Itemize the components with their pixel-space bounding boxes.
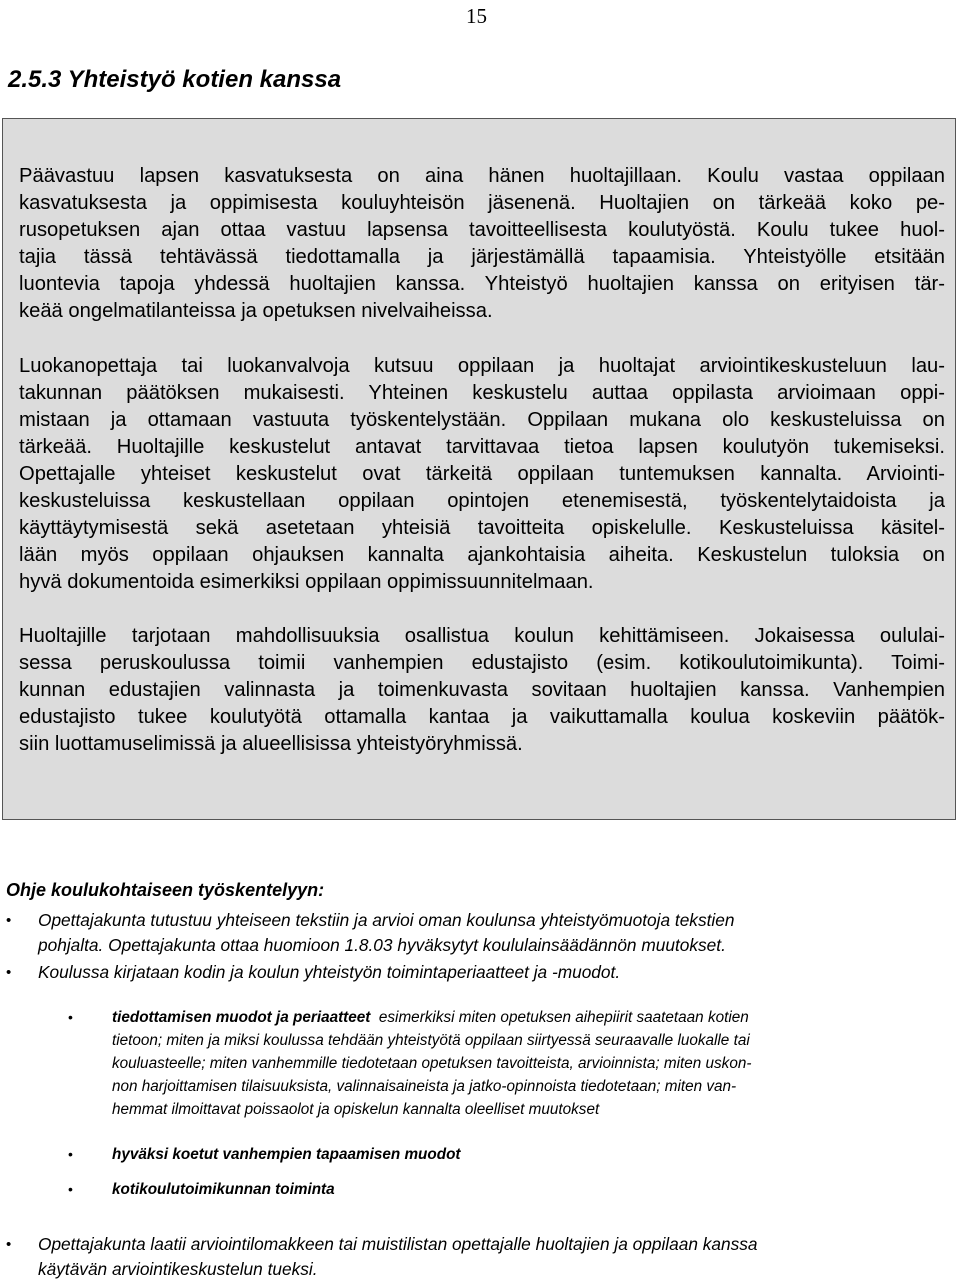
item-line: pohjalta. Opettajakunta ottaa huomioon 1.8.03 hyväksytyt koululainsäädännön muutokset. bbox=[38, 935, 726, 955]
sub-list bbox=[68, 1006, 936, 1201]
text-line: siin luottamuselimissä ja alueellisissa yhteistyöryhmissä. bbox=[19, 733, 523, 755]
sub-list-item bbox=[68, 1143, 936, 1166]
sub-item-lead: hyväksi koetut vanhempien tapaamisen muodot bbox=[112, 1146, 461, 1163]
text-line: kunnan edustajien valinnasta ja toimenkuvasta sovitaan huoltajien kanssa. Vanhempien bbox=[19, 679, 945, 701]
list-item bbox=[6, 908, 930, 958]
text-line: Huoltajille tarjotaan mahdollisuuksia osallistua koulun kehittämiseen. Jokaisessa oululai- bbox=[19, 625, 945, 647]
sub-item-line: non harjoittamisen tilaisuuksista, valinnaisaineista ja jatko-opinnoista tiedotetaan; miten van- bbox=[112, 1078, 737, 1095]
sub-item-line: tietoon; miten ja miksi koulussa tehdään yhteistyötä oppilaan siirtyessä seuraavalle luokalle tai bbox=[112, 1032, 750, 1049]
text-line: tajia tässä tehtävässä tiedottamalla ja järjestämällä tapaamisia. Yhteistyölle etsitään bbox=[19, 246, 945, 268]
text-box bbox=[2, 118, 956, 820]
text-line: sessa peruskoulussa toimii vanhempien edustajisto (esim. kotikoulutoimikunta). Toimi- bbox=[19, 652, 945, 674]
sub-item-line: esimerkiksi miten opetuksen aihepiirit saatetaan kotien bbox=[378, 1009, 749, 1026]
bullet-icon: • bbox=[68, 1009, 73, 1025]
bullet-icon: • bbox=[68, 1146, 73, 1162]
text-line: edustajisto tukee koulutyötä ottamalla kantaa ja vaikuttamalla koulua koskeviin päätök- bbox=[19, 706, 945, 728]
text-line: mistaan ja ottamaan vastuuta työskentelystään. Oppilaan mukana olo keskusteluissa on bbox=[19, 409, 945, 431]
text-line: Opettajalle yhteiset keskustelut ovat tärkeitä oppilaan tuntemuksen kannalta. Arviointi- bbox=[19, 463, 945, 485]
text-line: tärkeää. Huoltajille keskustelut antavat tarvittavaa tietoa lapsen koulutyön tukemiseksi. bbox=[19, 436, 945, 458]
text-line: luontevia tapoja yhdessä huoltajien kanssa. Yhteistyö huoltajien kanssa on erityisen tär- bbox=[19, 273, 945, 295]
sub-item-lead: kotikoulutoimikunnan toiminta bbox=[112, 1181, 335, 1198]
item-line: Opettajakunta laatii arviointilomakkeen tai muistilistan opettajalle huoltajien ja oppilaan kanssa bbox=[38, 1234, 758, 1254]
text-line: rusopetuksen ajan ottaa vastuu lapsensa tavoitteellisesta koulutyöstä. Koulu tukee huol- bbox=[19, 219, 945, 241]
item-line: Opettajakunta tutustuu yhteiseen tekstiin ja arvioi oman koulunsa yhteistyömuotoja tekstien bbox=[38, 910, 735, 930]
list-item bbox=[6, 960, 930, 985]
list-item bbox=[6, 1232, 930, 1282]
text-line: Päävastuu lapsen kasvatuksesta on aina hänen huoltajillaan. Koulu vastaa oppilaan bbox=[19, 165, 945, 187]
sub-list-item bbox=[68, 1006, 936, 1121]
instructions-section bbox=[6, 878, 956, 1198]
bullet-icon: • bbox=[6, 1236, 12, 1253]
text-line: keskusteluissa keskustellaan oppilaan opintojen etenemisestä, työskentelytaidoista ja bbox=[19, 490, 945, 512]
item-line: Koulussa kirjataan kodin ja koulun yhteistyön toimintaperiaatteet ja -muodot. bbox=[38, 962, 621, 982]
item-line: käytävän arviointikeskustelun tueksi. bbox=[38, 1259, 318, 1279]
instructions-list bbox=[6, 908, 956, 985]
sub-item-line: kouluasteelle; miten vanhemmille tiedotetaan opetuksen tavoitteista, arvioinnista; miten uskon- bbox=[112, 1055, 752, 1072]
text-line: lään myös oppilaan ohjauksen kannalta ajankohtaisia aiheita. Keskustelun tuloksia on bbox=[19, 544, 945, 566]
text-line: hyvä dokumentoida esimerkiksi oppilaan oppimissuunnitelmaan. bbox=[19, 571, 594, 593]
text-line: käyttäytymisestä sekä asetetaan yhteisiä tavoitteita opiskelulle. Keskusteluissa käsitel- bbox=[19, 517, 945, 539]
final-list bbox=[6, 1232, 956, 1282]
bullet-icon: • bbox=[6, 912, 12, 929]
section-heading: 2.5.3 Yhteistyö kotien kanssa bbox=[8, 66, 342, 93]
bullet-icon: • bbox=[6, 964, 12, 981]
text-line: kasvatuksesta ja oppimisesta kouluyhteisön jäsenenä. Huoltajien on tärkeää koko pe- bbox=[19, 192, 945, 214]
bullet-icon: • bbox=[68, 1181, 73, 1197]
instructions-title: Ohje koulukohtaiseen työskentelyyn: bbox=[6, 880, 325, 900]
sub-list-item bbox=[68, 1178, 936, 1201]
sub-item-lead: tiedottamisen muodot ja periaatteet bbox=[112, 1009, 371, 1026]
text-line: keää ongelmatilanteissa ja opetuksen nivelvaiheissa. bbox=[19, 300, 493, 322]
text-line: takunnan päätöksen mukaisesti. Yhteinen keskustelu auttaa oppilasta arvioimaan oppi- bbox=[19, 382, 945, 404]
sub-item-line: hemmat ilmoittavat poissaolot ja opiskelun kannalta oleelliset muutokset bbox=[112, 1101, 600, 1118]
page-number: 15 bbox=[466, 4, 487, 28]
text-line: Luokanopettaja tai luokanvalvoja kutsuu oppilaan ja huoltajat arviointikeskusteluun lau- bbox=[19, 355, 945, 377]
